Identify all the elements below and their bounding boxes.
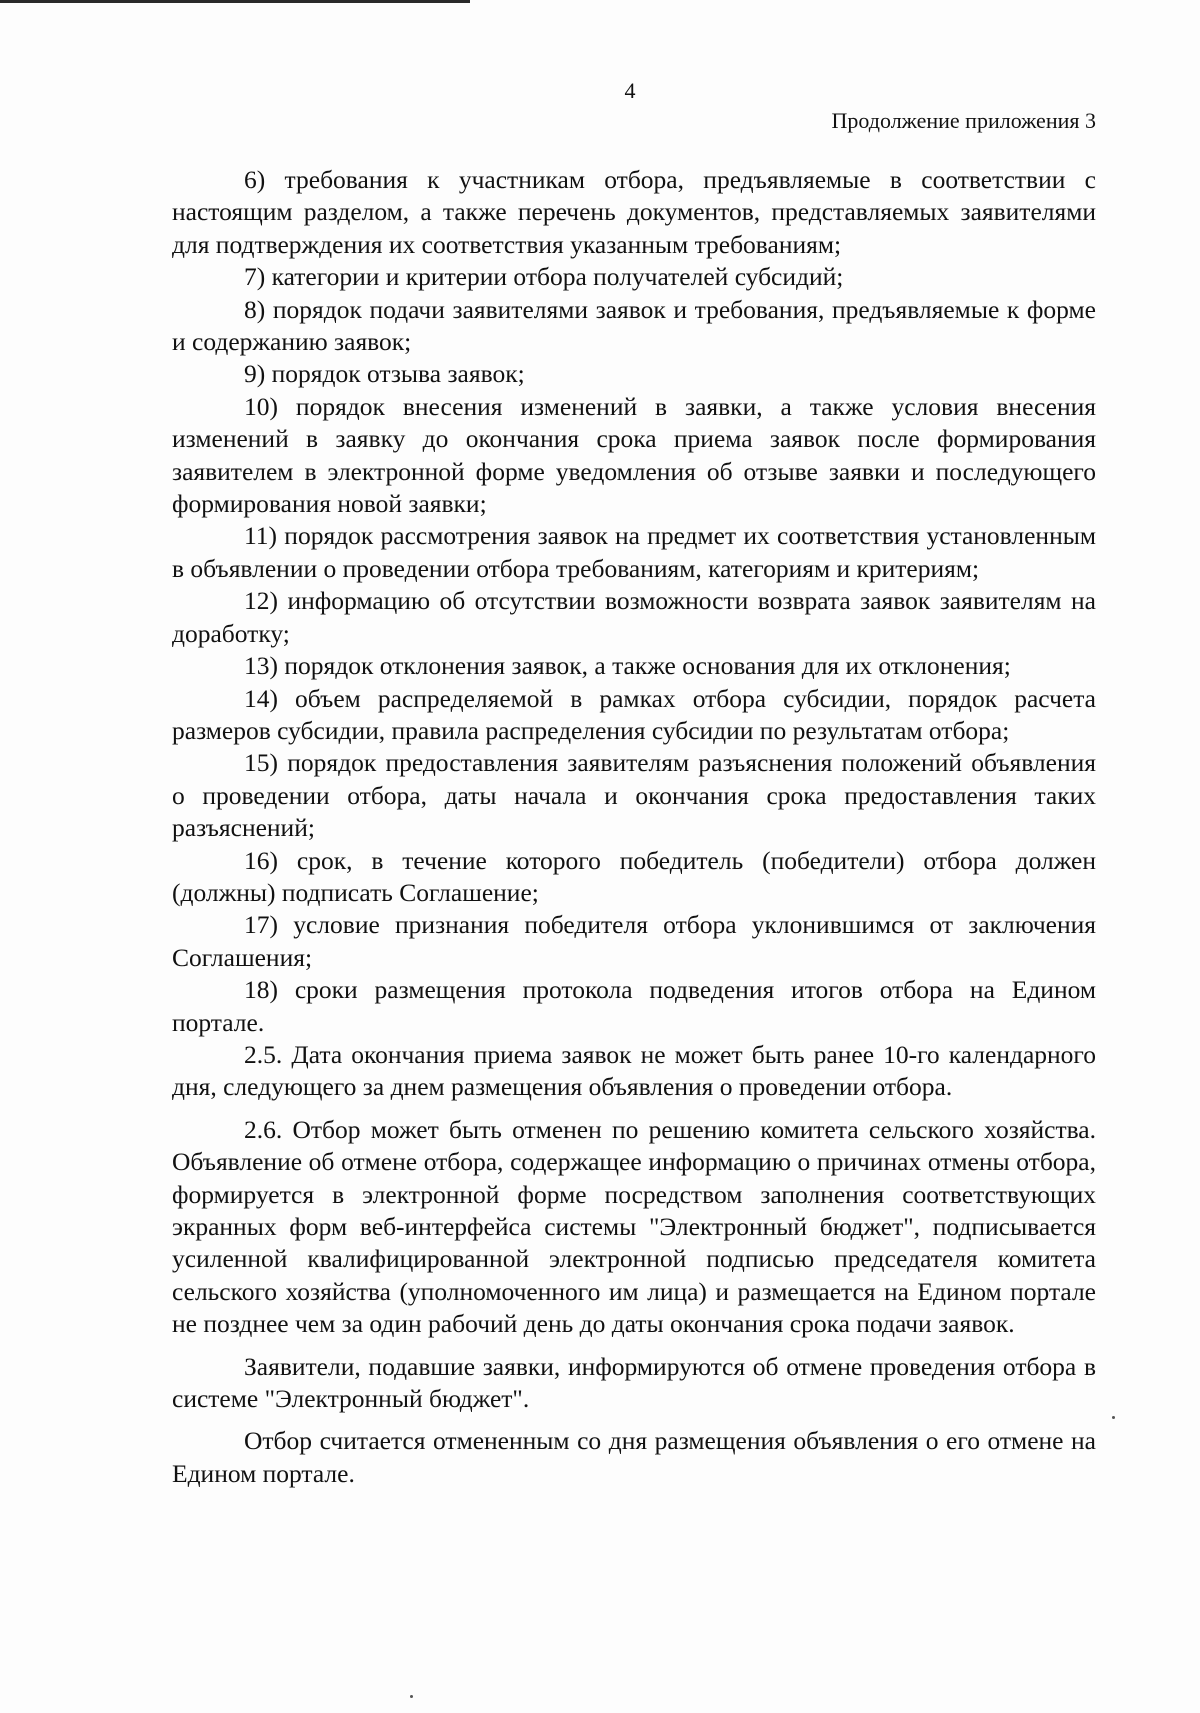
paragraph-section-2-6: 2.6. Отбор может быть отменен по решению комитета сельского хозяйства. Объявление об отмене отбора, содержащее информацию о причинах отмены отбора, формируется в электронной форме посредством заполнения соответствующих экранных форм веб-интерфейса системы "Электронный бюджет", подписывается усиленной квалифицированной электронной подписью председателя комитета сельского хозяйства (уполномоченного им лица) и размещается на Едином портале не позднее чем за один рабочий день до даты окончания срока подачи заявок.	[172, 1114, 1096, 1339]
paragraph-item-16: 16) срок, в течение которого победитель (победители) отбора должен (должны) подписать Соглашение;	[172, 845, 1096, 907]
document-body	[172, 164, 1096, 1490]
paragraph-item-7: 7) категории и критерии отбора получателей субсидий;	[244, 262, 844, 292]
paragraph-item-9: 9) порядок отзыва заявок;	[244, 359, 525, 389]
paragraph-item-14: 14) объем распределяемой в рамках отбора субсидии, порядок расчета размеров субсидии, правила распределения субсидии по результатам отбора;	[172, 683, 1096, 745]
paragraph-item-12: 12) информацию об отсутствии возможности возврата заявок заявителям на доработку;	[172, 586, 1096, 648]
paragraph-item-15: 15) порядок предоставления заявителям разъяснения положений объявления о проведении отбора, даты начала и окончания срока предоставления таких разъяснений;	[172, 748, 1096, 843]
scan-speck	[410, 1695, 413, 1698]
paragraph-selection-cancelled: Отбор считается отмененным со дня размещения объявления о его отмене на Едином портале.	[172, 1426, 1096, 1488]
appendix-continuation-label: Продолжение приложения 3	[831, 108, 1096, 133]
paragraph-section-2-5: 2.5. Дата окончания приема заявок не может быть ранее 10-го календарного дня, следующего за днем размещения объявления о проведении отбора.	[172, 1039, 1096, 1102]
paragraph-applicants-notified: Заявители, подавшие заявки, информируются об отмене проведения отбора в системе "Электронный бюджет".	[172, 1351, 1096, 1414]
scan-edge-line	[0, 0, 470, 3]
paragraph-item-18: 18) сроки размещения протокола подведения итогов отбора на Едином портале.	[172, 975, 1096, 1037]
paragraph-item-6: 6) требования к участникам отбора, предъявляемые в соответствии с настоящим разделом, а также перечень документов, представляемых заявителями для подтверждения их соответствия указанным требованиям;	[172, 165, 1096, 259]
page-number: 4	[624, 78, 636, 103]
scan-speck	[1112, 1416, 1115, 1419]
paragraph-item-11: 11) порядок рассмотрения заявок на предмет их соответствия установленным в объявлении о проведении отбора требованиям, категориям и критериям;	[172, 521, 1096, 583]
paragraph-item-13: 13) порядок отклонения заявок, а также основания для их отклонения;	[244, 651, 1011, 681]
paragraph-item-8: 8) порядок подачи заявителями заявок и требования, предъявляемые к форме и содержанию заявок;	[172, 294, 1096, 357]
paragraph-item-17: 17) условие признания победителя отбора уклонившимся от заключения Соглашения;	[172, 910, 1096, 972]
paragraph-item-10: 10) порядок внесения изменений в заявки, а также условия внесения изменений в заявку до окончания срока приема заявок после формирования заявителем в электронной форме уведомления об отзыве заявки и последующего формирования новой заявки;	[172, 391, 1096, 519]
